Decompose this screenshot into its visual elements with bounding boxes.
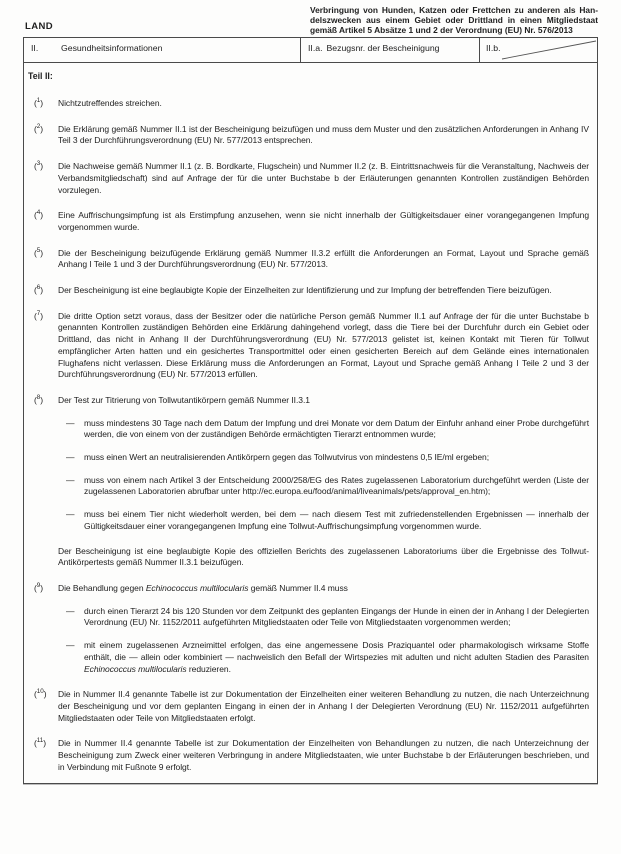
text-run: Eine Auffrischungsimpfung ist als Erstimpfung anzusehen, wenn sie nicht innerhalb der Gültigkeitsdauer einer vorangegangenen Impfung vorgenommen wurde. — [58, 210, 589, 232]
text-run: reduzieren. — [186, 663, 231, 674]
footnote-marker: ($^5$) — [34, 246, 44, 258]
footnote-body — [58, 248, 589, 271]
footnote — [34, 161, 589, 196]
footnote-marker: ($^{11}$) — [34, 737, 46, 749]
footnote-dash-item — [58, 452, 589, 464]
text-run: Die Erklärung gemäß Nummer II.1 ist der Bescheinigung beizufügen und muss dem Muster und den zusätzlichen Anforderungen in Anhang IV Teil 3 der Durchführungsverordnung (EU) Nr. 577/2013 entsprechen. — [58, 123, 589, 146]
footnote-marker: ($^2$) — [34, 122, 44, 134]
text-run: Die Behandlung gegen — [58, 582, 146, 593]
italic-text-run: Echinococcus multilocularis — [145, 582, 249, 593]
text-run: gemäß Nummer II.4 muss — [248, 582, 348, 593]
section-number: II.a. — [308, 43, 323, 53]
italic-text-run: Echinococcus multilocularis — [84, 663, 187, 674]
section-label: Gesundheitsinformationen — [61, 43, 163, 53]
part-ii-notes-box — [23, 63, 598, 784]
footnote-item-text — [84, 509, 589, 532]
text-run: Der Test zur Titrierung von Tollwutantikörpern gemäß Nummer II.3.1 — [58, 394, 310, 405]
text-run: Die Nachweise gemäß Nummer II.1 (z. B. Bordkarte, Flugschein) und Nummer II.2 (z. B. Eintrittsnachweis für die Veranstaltung, Nachweis der Verbandsmitgliedschaft) sind auf Anfrage der für die unter Buchstabe b der Erläuterungen genannten Kontrollen zuständigen Behörden vorzulegen. — [58, 161, 589, 195]
footnote-marker: ($^4$) — [34, 209, 44, 221]
section-number: II.b. — [486, 43, 501, 53]
header-cell-reference-number — [301, 38, 480, 62]
footnote-text — [58, 395, 589, 407]
footnote-body — [58, 124, 589, 147]
footnote-text — [58, 311, 589, 381]
footnote-text — [58, 161, 589, 196]
header-cell-iib — [480, 38, 597, 62]
footnote-list — [34, 98, 589, 773]
footnote-item-text — [84, 452, 589, 464]
dash-marker: — — [66, 474, 75, 485]
text-run: Der Bescheinigung ist eine beglaubigte Kopie des offiziellen Berichts des zugelassenen Laboratoriums über die Ergebnisse des Tollwut-Antikörpertests gemäß Nummer II.3.1 beizufügen. — [58, 545, 589, 568]
text-run: Die in Nummer II.4 genannte Tabelle ist zur Dokumentation der Einzelheiten einer weiteren Behandlung zu nutzen, die nach Unterzeichnung der Bescheinigung und vor dem geplanten Eingang in einen der in Anhang I der Delegierten Verordnung (EU) Nr. 1152/2011 aufgeführten Mitgliedstaaten oder Teile von Mitgliedstaaten erfolgt. — [58, 689, 589, 723]
footnote-text — [58, 689, 589, 724]
footnote-body — [58, 738, 589, 773]
footnote-marker: ($^9$) — [34, 582, 44, 593]
footnote — [34, 124, 589, 147]
footnote-body — [58, 583, 589, 675]
dash-marker: — — [66, 605, 75, 616]
footnote-item-text — [84, 475, 589, 498]
footnote-body — [58, 98, 589, 110]
footnote-marker: ($^7$) — [34, 309, 44, 321]
footnote-marker: ($^8$) — [34, 394, 44, 405]
text-run: muss von einem nach Artikel 3 der Entscheidung 2000/258/EG des Rates zugelassenen Laboratorium durchgeführt werden (Liste der zugelassenen Laboratorien abrufbar unter http://ec.europa.eu/food/animal/liveanimals/pets/approval_en.htm); — [84, 474, 589, 497]
footnote-body — [58, 311, 589, 381]
text-run: Die dritte Option setzt voraus, dass der Besitzer oder die natürliche Person gemäß Nummer II.1 auf Anfrage der für die unter Buchstabe b genannten Kontrollen zuständigen Behörden eine Erklärung dahingehend vorlegt, dass die Tiere bei der Durchfuhr durch ein Gebiet oder Drittland, das nicht in Anhang II der Durchführungsverordnung (EU) Nr. 577/2013 gelistet ist, keinen Kontakt mit Tieren für Tollwut empfänglicher Arten hatten und ein gesichertes Transportmittel oder einen gesicherten Bereich auf dem Gelände eines internationalen Flughafens nicht verlassen. Diese Erklärung muss die Anforderungen an Format, Layout und Sprache gemäß Anhang I Teile 2 und 3 der Durchführungsverordnung (EU) Nr. 577/2013 erfüllen. — [58, 310, 589, 380]
dash-marker: — — [66, 640, 75, 651]
footnote-marker: ($^1$) — [34, 97, 44, 108]
footnote-item-text — [84, 418, 589, 441]
text-run: muss einen Wert an neutralisierenden Antikörpern gegen das Tollwutvirus von mindestens 0,5 IE/ml ergeben; — [84, 452, 490, 463]
header-title-line: Verbringung von Hunden, Katzen oder Frettchen zu anderen als Han- — [310, 5, 598, 15]
footnote — [34, 248, 589, 271]
text-run: muss bei einem Tier nicht wiederholt werden, bei dem — nach diesem Test mit zufriedenstellenden Ergebnissen — innerhalb der Gültigkeitsdauer einer vorangegangenen Impfung eine Tollwut-Auffrischungsimpfung vorgenommen wurde. — [84, 509, 589, 531]
footnote-dash-item — [58, 418, 589, 441]
section-number: II. — [31, 43, 39, 53]
footnote — [34, 395, 589, 569]
land-label: LAND — [25, 21, 53, 32]
footnote-marker: ($^3$) — [34, 160, 44, 172]
header-title — [310, 6, 598, 36]
header-cell-health-info — [24, 38, 301, 62]
footnote-marker: ($^6$) — [34, 284, 44, 296]
section-label: Bezugsnr. der Bescheinigung — [326, 43, 440, 53]
text-run: mit einem zugelassenen Arzneimittel erfolgen, das eine angemessene Dosis Praziquantel oder pharmakologisch wirksame Stoffe enthält, die — allein oder kombiniert — nachweislich den Befall der Wirtspezies mit adulten und nicht adulten Stadien des Parasiten — [84, 640, 589, 662]
footnote-dash-item — [58, 509, 589, 532]
footnote-closing-text — [58, 546, 589, 569]
footnote-marker: ($^{10}$) — [34, 688, 47, 700]
diagonal-strike-line — [480, 38, 597, 62]
dash-marker: — — [66, 509, 75, 520]
footnote-text — [58, 738, 589, 773]
footnote — [34, 285, 589, 297]
certificate-header-table — [23, 37, 598, 63]
footnote-dash-item — [58, 640, 589, 675]
text-run: durch einen Tierarzt 24 bis 120 Stunden vor dem Zeitpunkt des geplanten Eingangs der Hunde in einen der in Anhang I der Delegierten Verordnung (EU) Nr. 1152/2011 aufgeführten Mitgliedstaaten oder Teile von Mitgliedstaaten vorgenommen werden; — [84, 605, 589, 628]
footnote-text — [58, 248, 589, 271]
dash-marker: — — [66, 452, 75, 463]
footnote-item-text — [84, 640, 589, 675]
footnote-item-text — [84, 606, 589, 629]
footnote-text — [58, 124, 589, 147]
text-run: Die der Bescheinigung beizufügende Erklärung gemäß Nummer II.3.2 erfüllt die Anforderungen an Format, Layout und Sprache gemäß Anhang I Teile 1 und 3 der Durchführungsverordnung (EU) Nr. 577/2013. — [58, 247, 589, 270]
footnote — [34, 210, 589, 233]
footnote-body — [58, 161, 589, 196]
footnote-body — [58, 395, 589, 569]
text-run: muss mindestens 30 Tage nach dem Datum der Impfung und drei Monate vor dem Datum der Einfuhr anhand einer Probe durchgeführt werden, die von einem von der zuständigen Behörde ermächtigten Tierarzt entnommen wurde; — [84, 417, 589, 440]
footnote — [34, 689, 589, 724]
footnote-body — [58, 689, 589, 724]
footnote — [34, 738, 589, 773]
text-run: Der Bescheinigung ist eine beglaubigte Kopie der Einzelheiten zur Identifizierung und zur Impfung der betreffenden Tiere beizufügen. — [58, 285, 552, 296]
footnote-text — [58, 285, 589, 297]
footnote — [34, 583, 589, 675]
footnote-dash-item — [58, 606, 589, 629]
footnote — [34, 98, 589, 110]
text-run: Nichtzutreffendes streichen. — [58, 98, 162, 108]
part-title: Teil II: — [28, 71, 53, 81]
footnote — [34, 311, 589, 381]
footnote-text — [58, 98, 589, 110]
header-title-line: gemäß Artikel 5 Absätze 1 und 2 der Verordnung (EU) Nr. 576/2013 — [310, 24, 573, 35]
text-run: Die in Nummer II.4 genannte Tabelle ist zur Dokumentation der Einzelheiten von Behandlungen zu nutzen, die nach Unterzeichnung der Bescheinigung zum Zweck einer weiteren Verbringung in andere Mitgliedstaaten, wie unter Buchstabe b der Erläuterungen beschrieben, und in Verbindung mit Fußnote 9 erfolgt. — [58, 738, 589, 772]
footnote-text — [58, 583, 589, 595]
header-title-line: delszwecken aus einem Gebiet oder Drittland in einen Mitgliedstaat — [310, 14, 598, 25]
footnote-body — [58, 210, 589, 233]
footnote-dash-item — [58, 475, 589, 498]
footnote-body — [58, 285, 589, 297]
footnote-text — [58, 210, 589, 233]
dash-marker: — — [66, 417, 75, 428]
